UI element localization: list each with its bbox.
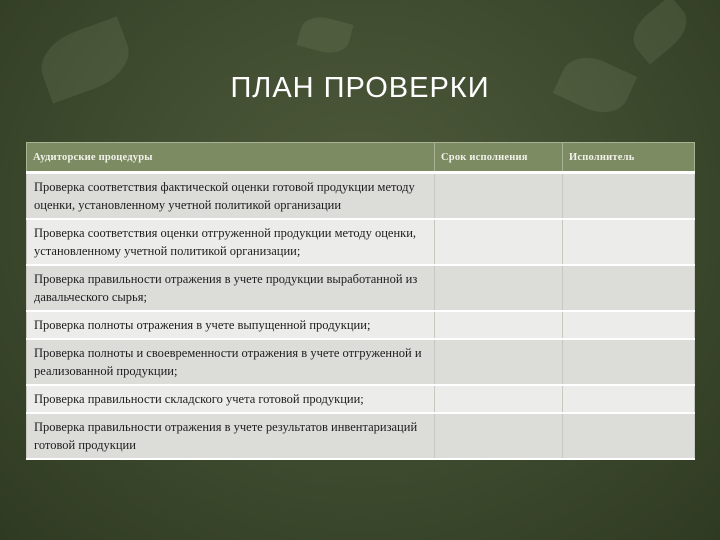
table-row bbox=[27, 413, 695, 459]
procedure-cell: Проверка полноты и своевременности отражения в учете отгруженной и реализованной продукции; bbox=[27, 339, 435, 385]
executor-cell bbox=[563, 265, 695, 311]
executor-cell bbox=[563, 385, 695, 413]
deadline-cell bbox=[435, 339, 563, 385]
procedure-cell: Проверка соответствия оценки отгруженной продукции методу оценки, установленному учетной политикой организации; bbox=[27, 219, 435, 265]
table-row bbox=[27, 311, 695, 339]
deadline-cell bbox=[435, 173, 563, 220]
table-row bbox=[27, 265, 695, 311]
deadline-cell bbox=[435, 265, 563, 311]
decorative-leaf bbox=[624, 0, 696, 65]
executor-cell bbox=[563, 311, 695, 339]
deadline-cell bbox=[435, 385, 563, 413]
table-row bbox=[27, 219, 695, 265]
deadline-cell bbox=[435, 219, 563, 265]
procedure-cell: Проверка правильности отражения в учете продукции выработанной из давальческого сырья; bbox=[27, 265, 435, 311]
table-row bbox=[27, 173, 695, 220]
deadline-cell bbox=[435, 311, 563, 339]
table-header-row bbox=[27, 143, 695, 173]
deadline-cell bbox=[435, 413, 563, 459]
page-title: ПЛАН ПРОВЕРКИ bbox=[230, 72, 490, 104]
executor-cell bbox=[563, 413, 695, 459]
procedure-cell: Проверка правильности отражения в учете результатов инвентаризаций готовой продукции bbox=[27, 413, 435, 459]
executor-cell bbox=[563, 173, 695, 220]
procedure-cell: Проверка полноты отражения в учете выпущенной продукции; bbox=[27, 311, 435, 339]
table-row bbox=[27, 339, 695, 385]
audit-plan-table bbox=[26, 142, 695, 460]
executor-cell bbox=[563, 339, 695, 385]
procedure-cell: Проверка правильности складского учета готовой продукции; bbox=[27, 385, 435, 413]
column-header-procedures: Аудиторские процедуры bbox=[27, 143, 435, 173]
column-header-executor: Исполнитель bbox=[563, 143, 695, 173]
decorative-leaf bbox=[296, 12, 353, 58]
table-row bbox=[27, 385, 695, 413]
procedure-cell: Проверка соответствия фактической оценки готовой продукции методу оценки, установленному учетной политикой организации bbox=[27, 173, 435, 220]
column-header-deadline: Срок исполнения bbox=[435, 143, 563, 173]
executor-cell bbox=[563, 219, 695, 265]
